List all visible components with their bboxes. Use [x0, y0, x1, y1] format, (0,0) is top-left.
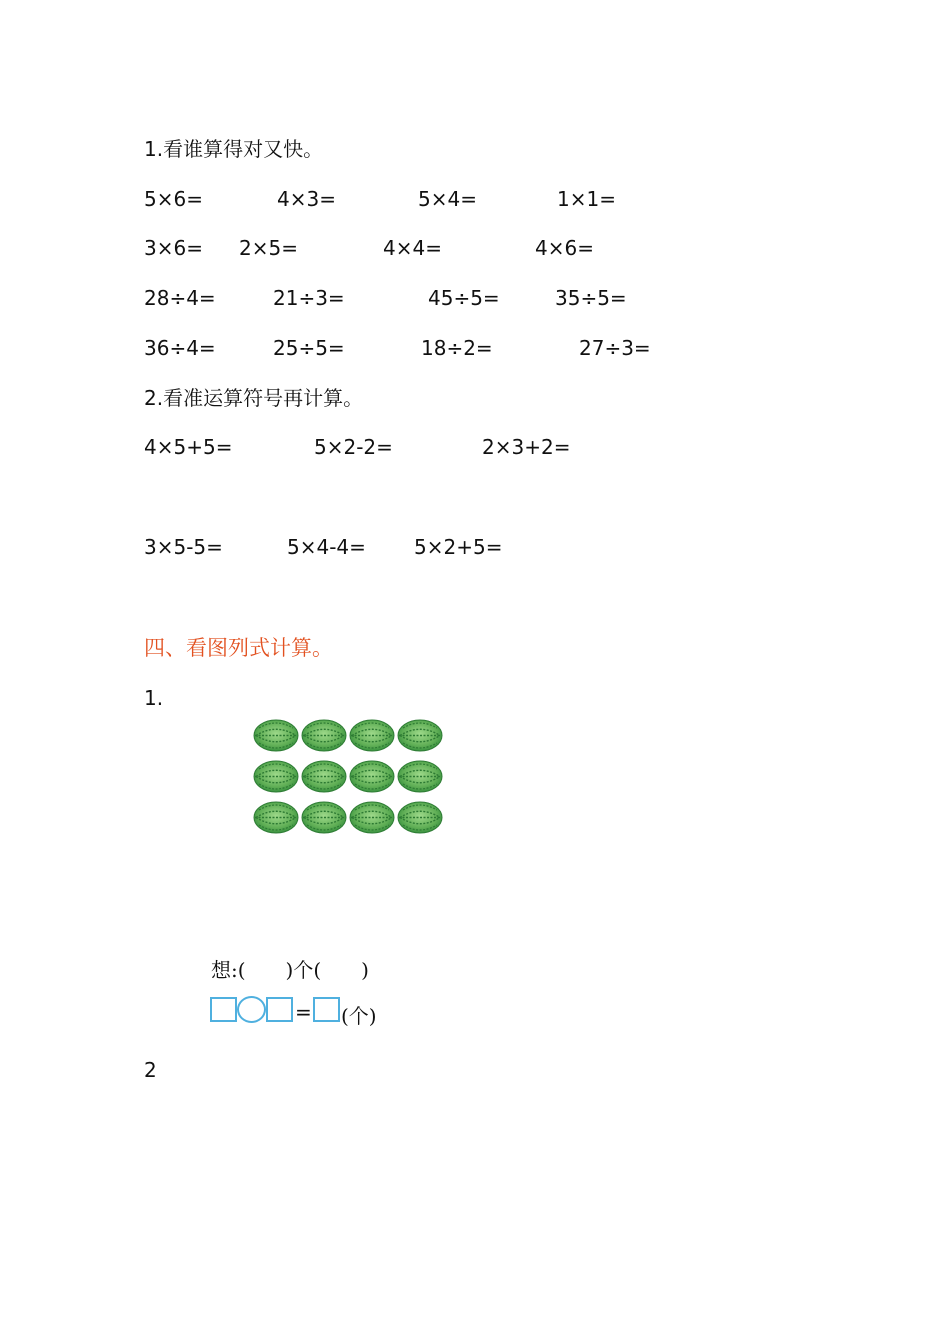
problem: 5×6= [144, 187, 203, 211]
watermelon-icon [397, 760, 443, 793]
problem: 28÷4= [144, 286, 216, 310]
equals-sign: = [295, 1000, 312, 1024]
watermelon-icon [349, 801, 395, 834]
watermelon-icon [301, 719, 347, 752]
watermelon-icon [301, 760, 347, 793]
watermelon-icon [253, 801, 299, 834]
watermelon-icon [397, 801, 443, 834]
question-1-label: 1. [144, 686, 164, 710]
problem: 3×5-5= [144, 535, 223, 559]
watermelon-icon [397, 719, 443, 752]
problem: 2×5= [239, 236, 298, 260]
section2-title: 2.看准运算符号再计算。 [144, 386, 364, 410]
problem: 36÷4= [144, 336, 216, 360]
watermelon-grid [253, 719, 445, 839]
problem: 4×4= [383, 236, 442, 260]
problem: 35÷5= [555, 286, 627, 310]
problem: 5×4= [418, 187, 477, 211]
watermelon-icon [301, 801, 347, 834]
problem: 5×4-4= [287, 535, 366, 559]
operator-circle[interactable] [237, 996, 266, 1023]
problem: 1×1= [557, 187, 616, 211]
problem: 45÷5= [428, 286, 500, 310]
answer-box[interactable] [313, 997, 340, 1022]
watermelon-icon [349, 760, 395, 793]
section4-title: 四、看图列式计算。 [144, 636, 333, 660]
unit-label: (个) [341, 1004, 377, 1028]
problem: 4×6= [535, 236, 594, 260]
answer-box[interactable] [266, 997, 293, 1022]
problem: 2×3+2= [482, 435, 571, 459]
watermelon-icon [253, 719, 299, 752]
question-2-label: 2 [144, 1058, 157, 1082]
problem: 25÷5= [273, 336, 345, 360]
think-prompt: 想:( )个( ) [211, 958, 369, 982]
problem: 3×6= [144, 236, 203, 260]
watermelon-icon [349, 719, 395, 752]
watermelon-icon [253, 760, 299, 793]
problem: 21÷3= [273, 286, 345, 310]
problem: 18÷2= [421, 336, 493, 360]
problem: 4×5+5= [144, 435, 233, 459]
problem: 5×2-2= [314, 435, 393, 459]
answer-box[interactable] [210, 997, 237, 1022]
problem: 4×3= [277, 187, 336, 211]
problem: 27÷3= [579, 336, 651, 360]
problem: 5×2+5= [414, 535, 503, 559]
section1-title: 1.看谁算得对又快。 [144, 137, 324, 161]
